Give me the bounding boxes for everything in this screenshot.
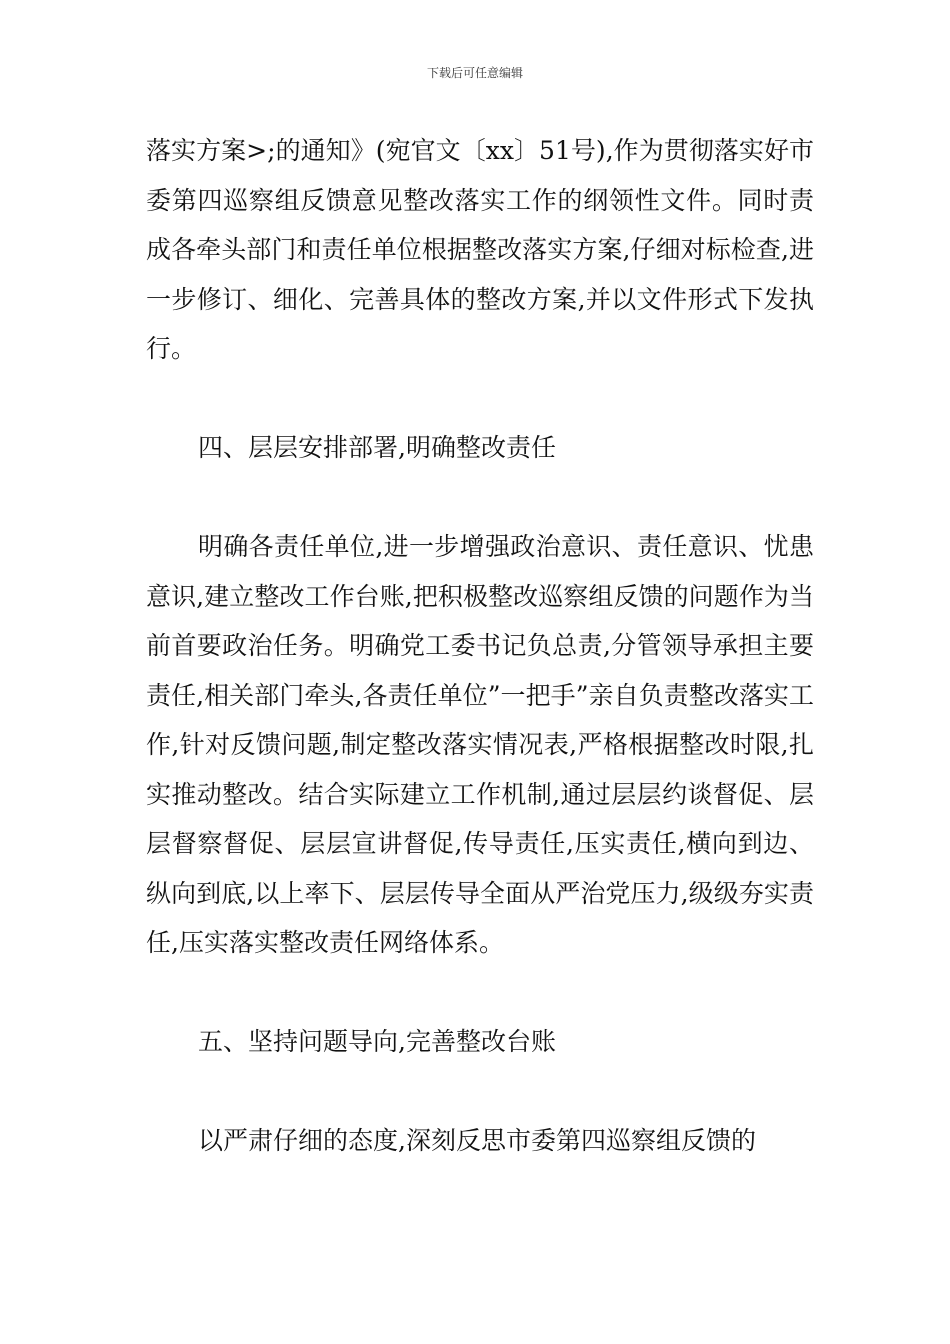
- paragraph-gap: [146, 1067, 814, 1117]
- paragraph-gap: [146, 473, 814, 523]
- section-heading-4: 四、层层安排部署,明确整改责任: [198, 433, 556, 462]
- paragraph-problem-orientation: 以严肃仔细的态度,深刻反思市委第四巡察组反馈的: [198, 1126, 756, 1155]
- section-heading-5: 五、坚持问题导向,完善整改台账: [198, 1027, 556, 1056]
- paragraph-gap: [146, 968, 814, 1018]
- header-note: 下载后可任意编辑: [426, 66, 523, 80]
- paragraph-continuation: 落实方案>;的通知》(宛官文〔xx〕51号),作为贯彻落实好市委第四巡察组反馈意见整改落实工作的纲领性文件。同时责成各牵头部门和责任单位根据整改落实方案,仔细对标检查,进一步修订、细化、完善具体的整改方案,并以文件形式下发执行。: [146, 136, 814, 363]
- document-body: [146, 126, 814, 1166]
- paragraph-gap: [146, 374, 814, 424]
- paragraph-responsibility: 明确各责任单位,进一步增强政治意识、责任意识、忧患意识,建立整改工作台账,把积极整改巡察组反馈的问题作为当前首要政治任务。明确党工委书记负总责,分管领导承担主要责任,相关部门牵头,各责任单位”一把手”亲自负责整改落实工作,针对反馈问题,制定整改落实情况表,严格根据整改时限,扎实推动整改。结合实际建立工作机制,通过层层约谈督促、层层督察督促、层层宣讲督促,传导责任,压实责任,横向到边、纵向到底,以上率下、层层传导全面从严治党压力,级级夯实责任,压实落实整改责任网络体系。: [146, 532, 814, 957]
